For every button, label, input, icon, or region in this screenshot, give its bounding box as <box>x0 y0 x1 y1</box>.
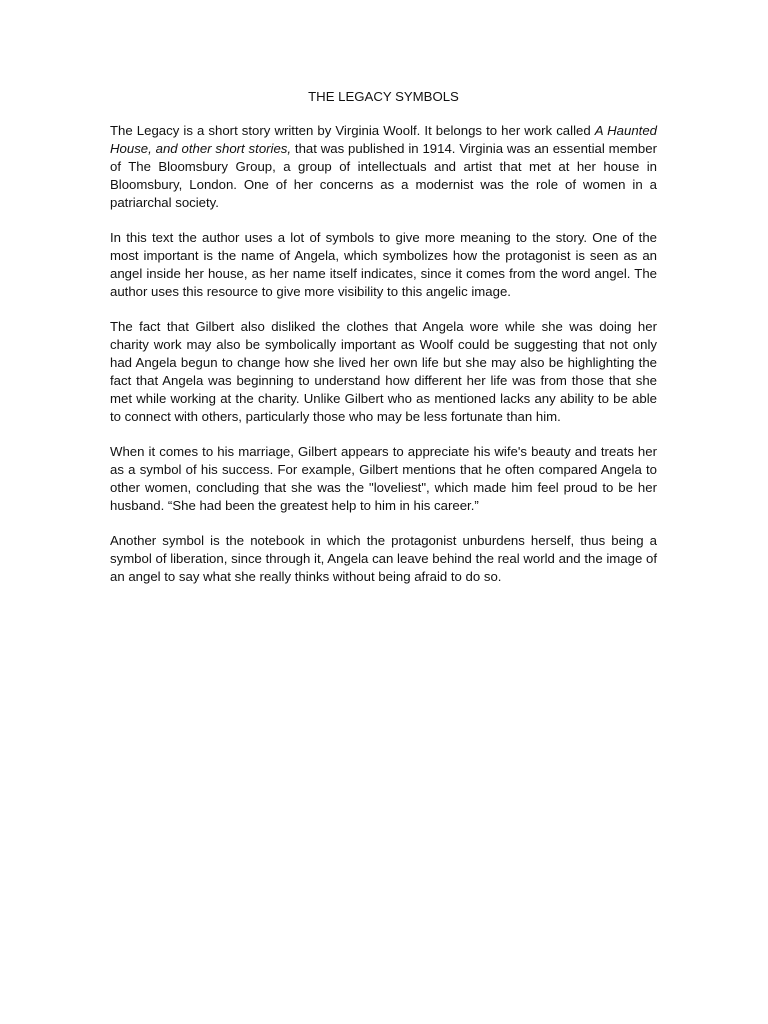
book-title-italic: A Haunted House <box>110 123 657 156</box>
paragraph-3: The fact that Gilbert also disliked the clothes that Angela wore while she was doing her charity work may also be symbolically important as Woolf could be suggesting that not only had Angela begun to change how she lived her own life but she may also be highlighting the fact that Angela was beginning to understand how different her life was from those that she met while working at the charity. Unlike Gilbert who as mentioned lacks any ability to be able to connect with others, particularly those who may be less fortunate than him. <box>110 319 657 424</box>
paragraph-4: When it comes to his marriage, Gilbert appears to appreciate his wife's beauty and treats her as a symbol of his success. For example, Gilbert mentions that he often compared Angela to other women, concluding that she was the "loveliest", which made him feel proud to be her husband. “She had been the greatest help to him in his career.” <box>110 444 657 513</box>
paragraph-1 <box>110 122 657 212</box>
paragraph-1-text-a: The Legacy is a short story written by Virginia Woolf. It belongs to her work called <box>110 123 595 138</box>
paragraph-1-text-d: that was published in 1914. Virginia was an essential member of The Bloomsbury Group, a group of intellectuals and artist that met at her house in Bloomsbury, London. One of her concerns as a modernist was the role of women in a patriarchal society. <box>110 141 657 210</box>
paragraph-5: Another symbol is the notebook in which the protagonist unburdens herself, thus being a symbol of liberation, since through it, Angela can leave behind the real world and the image of an angel to say what she really thinks without being afraid to do so. <box>110 533 657 584</box>
document-title: THE LEGACY SYMBOLS <box>308 89 459 104</box>
document-body <box>110 88 657 603</box>
paragraph-2: In this text the author uses a lot of symbols to give more meaning to the story. One of the most important is the name of Angela, which symbolizes how the protagonist is seen as an angel inside her house, as her name itself indicates, since it comes from the word angel. The author uses this resource to give more visibility to this angelic image. <box>110 230 657 299</box>
book-subtitle-italic: , and other short stories, <box>148 141 292 156</box>
